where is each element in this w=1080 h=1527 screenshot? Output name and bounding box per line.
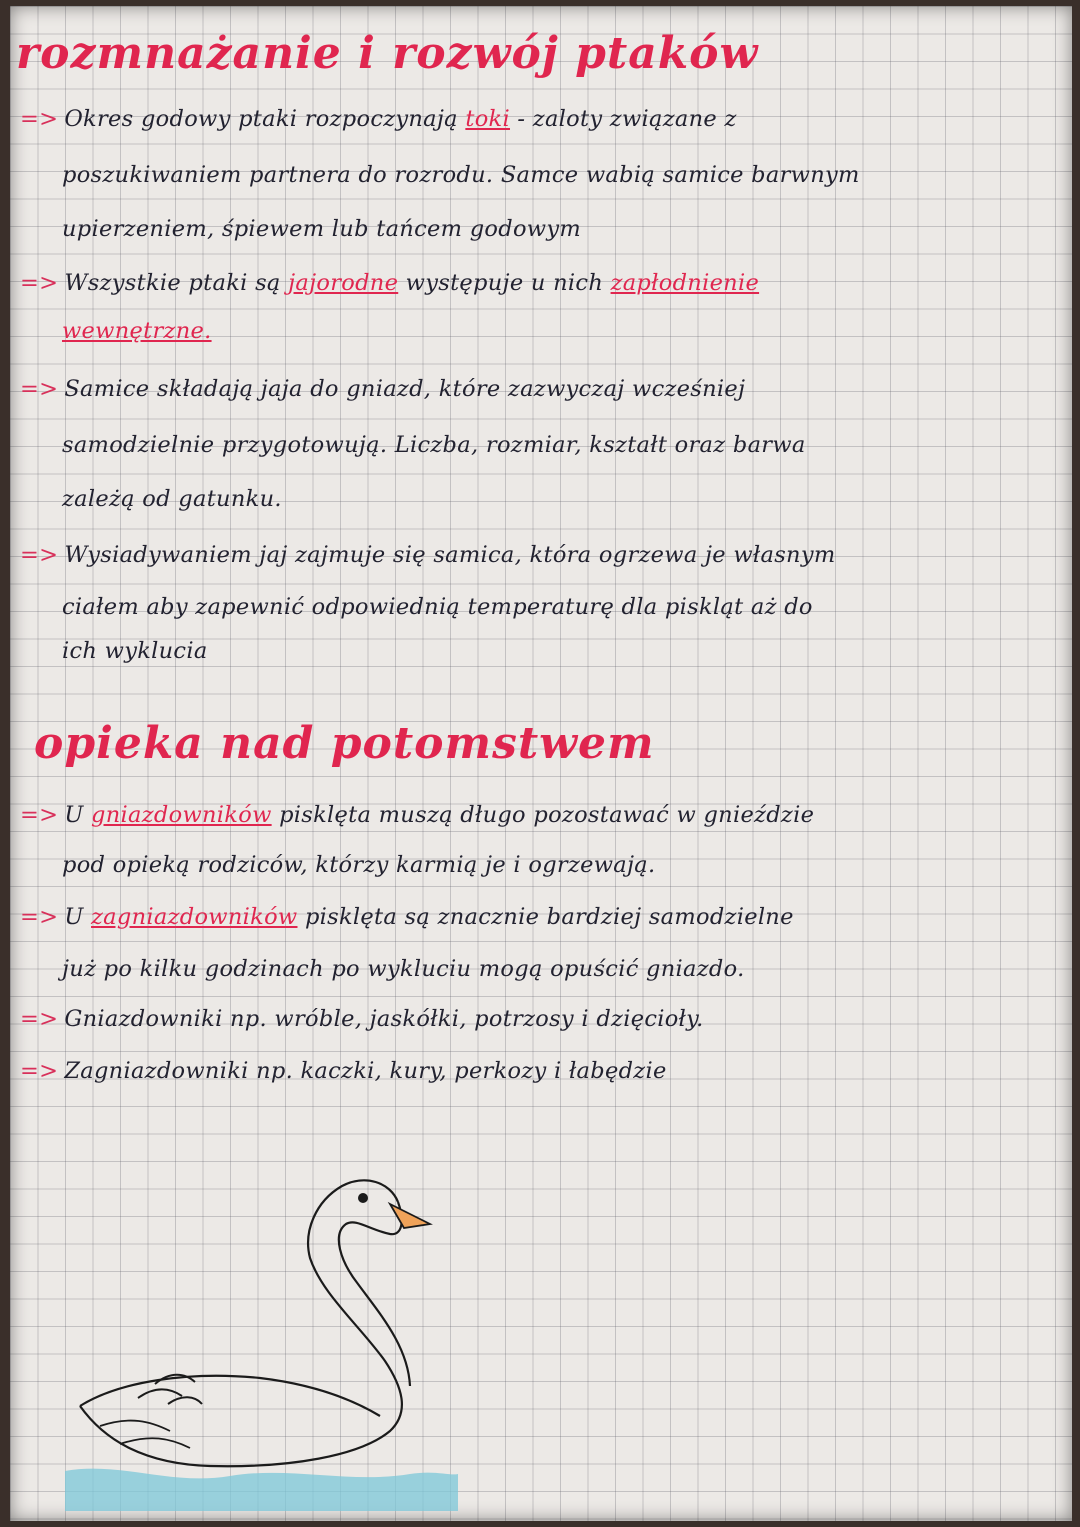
swan-drawing-icon bbox=[60, 1166, 460, 1521]
text-line: ich wyklucia bbox=[62, 638, 208, 664]
term-zaplodnienie: zapłodnienie bbox=[610, 270, 760, 296]
text-line: => U gniazdowników pisklęta muszą długo pozostawać w gnieździe bbox=[20, 802, 815, 828]
arrow-icon: => bbox=[20, 542, 59, 568]
section-title-reproduction: rozmnażanie i rozwój ptaków bbox=[16, 28, 759, 79]
text-line: => Wszystkie ptaki są jajorodne występuje u nich zapłodnienie bbox=[20, 270, 760, 296]
text-line: upierzeniem, śpiewem lub tańcem godowym bbox=[62, 216, 581, 242]
text-line: => Wysiadywaniem jaj zajmuje się samica, która ogrzewa je własnym bbox=[20, 542, 836, 568]
term-wewnetrzne: wewnętrzne. bbox=[62, 318, 212, 344]
text-line: => U zagniazdowników pisklęta są znacznie bardziej samodzielne bbox=[20, 904, 794, 930]
text-line: ciałem aby zapewnić odpowiednią temperaturę dla piskląt aż do bbox=[62, 594, 813, 620]
text-line: pod opieką rodziców, którzy karmią je i ogrzewają. bbox=[62, 852, 656, 878]
beak-icon bbox=[390, 1204, 430, 1228]
arrow-icon: => bbox=[20, 802, 59, 828]
text-line: => Gniazdowniki np. wróble, jaskółki, potrzosy i dzięcioły. bbox=[20, 1006, 704, 1032]
text-line: => Okres godowy ptaki rozpoczynają toki - zaloty związane z bbox=[20, 106, 737, 132]
term-toki: toki bbox=[465, 106, 510, 132]
term-jajorodne: jajorodne bbox=[288, 270, 399, 296]
eye-icon bbox=[358, 1193, 368, 1203]
term-zagniazdowniki: zagniazdowników bbox=[91, 904, 298, 930]
term-gniazdowniki: gniazdowników bbox=[91, 802, 272, 828]
text-line: samodzielnie przygotowują. Liczba, rozmiar, kształt oraz barwa bbox=[62, 432, 806, 458]
notebook-page bbox=[10, 6, 1072, 1521]
water-icon bbox=[65, 1469, 458, 1511]
arrow-icon: => bbox=[20, 376, 59, 402]
arrow-icon: => bbox=[20, 106, 59, 132]
arrow-icon: => bbox=[20, 1058, 59, 1084]
text-line bbox=[62, 318, 212, 344]
arrow-icon: => bbox=[20, 270, 59, 296]
section-title-care: opieka nad potomstwem bbox=[34, 718, 655, 769]
text-line: => Samice składają jaja do gniazd, które zazwyczaj wcześniej bbox=[20, 376, 746, 402]
text-line: już po kilku godzinach po wykluciu mogą opuścić gniazdo. bbox=[62, 956, 745, 982]
text-line: => Zagniazdowniki np. kaczki, kury, perkozy i łabędzie bbox=[20, 1058, 667, 1084]
arrow-icon: => bbox=[20, 1006, 59, 1032]
text-line: zależą od gatunku. bbox=[62, 486, 282, 512]
arrow-icon: => bbox=[20, 904, 59, 930]
text-line: poszukiwaniem partnera do rozrodu. Samce wabią samice barwnym bbox=[62, 162, 860, 188]
